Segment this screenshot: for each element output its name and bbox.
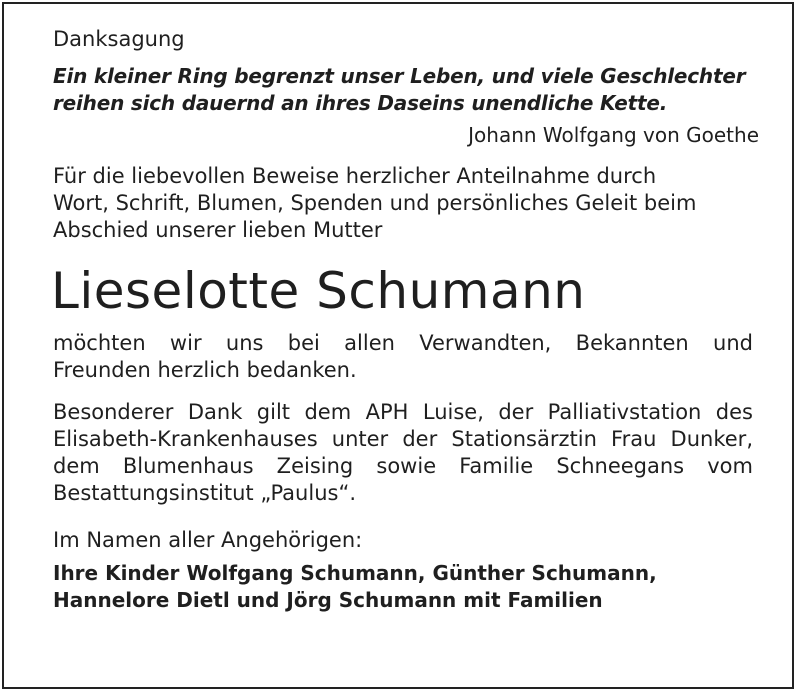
intro-line: Wort, Schrift, Blumen, Spenden und persönliches Geleit beim (53, 191, 697, 215)
quote-line: reihen sich dauernd an ihres Daseins unendliche Kette. (53, 91, 668, 115)
special-thanks-line: dem Blumenhaus Zeising sowie Familie Schneegans vom (53, 454, 753, 478)
quote-author: Johann Wolfgang von Goethe (468, 123, 759, 147)
special-thanks-line: Besonderer Dank gilt dem APH Luise, der Palliativstation des (53, 400, 753, 424)
notice-heading: Danksagung (53, 27, 185, 51)
obituary-notice (51, 25, 759, 614)
intro-line: Für die liebevollen Beweise herzlicher Anteilnahme durch (53, 164, 657, 188)
goethe-quote (53, 63, 753, 117)
behalf-line: Im Namen aller Angehörigen: (53, 528, 363, 552)
signers (53, 560, 753, 614)
signers-line: Ihre Kinder Wolfgang Schumann, Günther Schumann, (53, 561, 657, 585)
signers-line: Hannelore Dietl und Jörg Schumann mit Familien (53, 588, 603, 612)
thanks-paragraph (53, 330, 753, 384)
intro-paragraph (53, 163, 753, 244)
deceased-name: Lieselotte Schumann (51, 262, 586, 320)
thanks-line: möchten wir uns bei allen Verwandten, Bekannten und (53, 331, 753, 355)
special-thanks-line: Bestattungsinstitut „Paulus“. (53, 481, 357, 505)
intro-line: Abschied unserer lieben Mutter (53, 218, 383, 242)
quote-line: Ein kleiner Ring begrenzt unser Leben, und viele Geschlechter (53, 64, 746, 88)
special-thanks-line: Elisabeth-Krankenhauses unter der Stationsärztin Frau Dunker, (53, 427, 753, 451)
special-thanks-paragraph (53, 399, 753, 507)
thanks-line: Freunden herzlich bedanken. (53, 358, 357, 382)
